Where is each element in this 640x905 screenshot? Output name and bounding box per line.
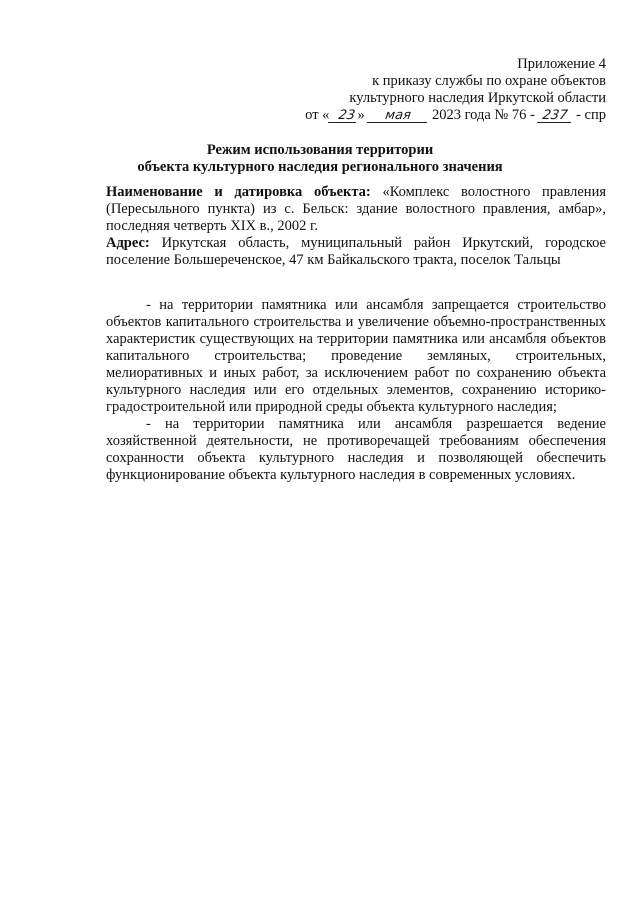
object-info [106, 184, 606, 269]
title-line-2: объекта культурного наследия регионального значения [137, 159, 503, 175]
attachment-date-line [305, 107, 606, 124]
rule-permission: - на территории памятника или ансамбля разрешается ведение хозяйственной деятельности, не противоречащей требованиям обеспечения сохранности объекта культурного наследия и позволяющей обеспечить функционирование объекта культурного наследия в современных условиях. [106, 416, 606, 483]
date-prefix: от « [305, 107, 330, 123]
object-name-value: «Комплекс волостного правления (Пересыльного пункта) из с. Бельск: здание волостного правления, амбар», последняя четверть XIX в., 2002 г. [106, 184, 606, 234]
object-address-value: Иркутская область, муниципальный район Иркутский, городское поселение Большереченское, 47 км Байкальского тракта, поселок Тальцы [106, 235, 606, 268]
attachment-order-ref: к приказу службы по охране объектов [372, 73, 606, 89]
attachment-number: Приложение 4 [517, 56, 606, 72]
attachment-authority: культурного наследия Иркутской области [349, 90, 606, 106]
object-address-label: Адрес: [106, 235, 150, 251]
handwritten-day: 23 [328, 109, 358, 123]
document-title [0, 142, 640, 176]
object-name-label: Наименование и датировка объекта: [106, 184, 371, 200]
object-name-paragraph [106, 184, 606, 235]
date-year-text: 2023 года № 76 - [431, 107, 535, 123]
attachment-header [305, 56, 606, 124]
usage-rules [106, 297, 606, 484]
rule-prohibition: - на территории памятника или ансамбля запрещается строительство объектов капитального строительства и увеличение объемно-пространственных характеристик существующих на территории памятника или ансамбля объектов капитального строительства; проведение земляных, строительных, мелиоративных и иных работ, за исключением работ по сохранению объекта культурного наследия или его отдельных элементов, сохранению историко-градостроительной или природной среды объекта культурного наследия; [106, 297, 606, 415]
title-line-1: Режим использования территории [206, 142, 434, 158]
handwritten-month: мая [367, 109, 429, 123]
date-mid: » [357, 107, 365, 123]
order-suffix: - спр [576, 107, 606, 123]
handwritten-order-number: 237 [537, 109, 573, 123]
object-address-paragraph [106, 235, 606, 269]
